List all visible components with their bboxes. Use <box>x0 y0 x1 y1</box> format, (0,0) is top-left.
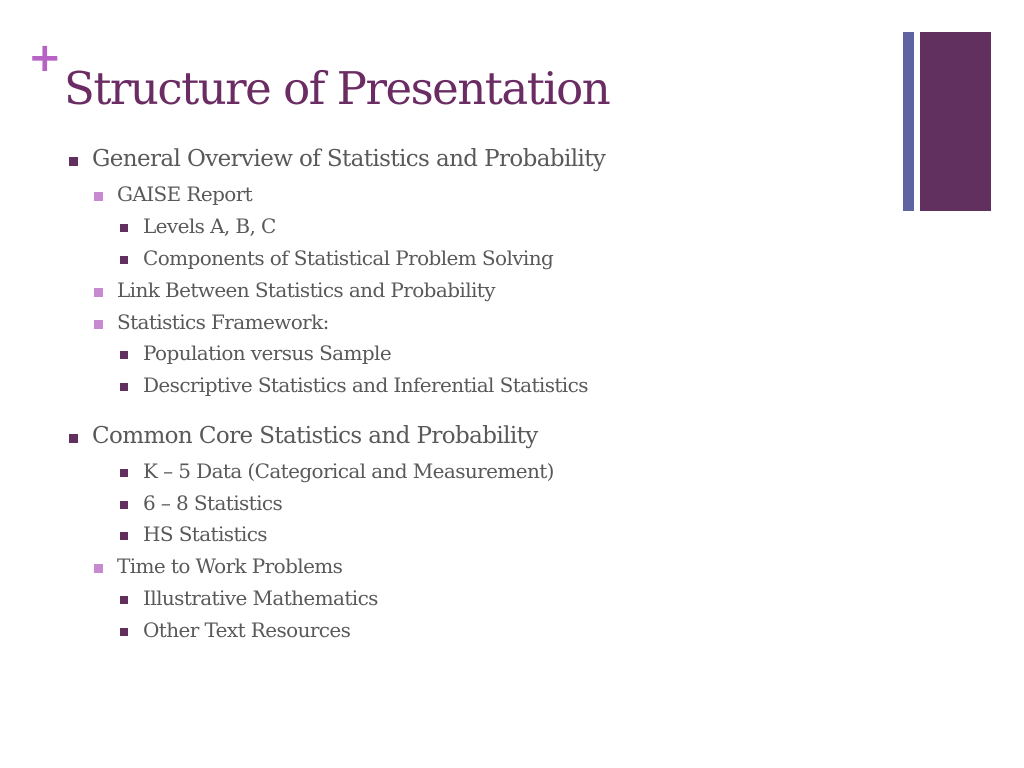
list-item-text: Descriptive Statistics and Inferential Statistics <box>143 373 588 397</box>
list-item-text: Population versus Sample <box>143 341 392 365</box>
list-item <box>143 214 276 238</box>
square-bullet-icon <box>120 501 128 509</box>
list-item-text: Other Text Resources <box>143 618 351 642</box>
square-bullet-icon <box>120 383 128 391</box>
square-bullet-icon <box>94 320 103 329</box>
square-bullet-icon <box>94 564 103 573</box>
list-item <box>117 278 495 302</box>
list-item-text: Levels A, B, C <box>143 214 276 238</box>
list-item <box>143 373 588 397</box>
square-bullet-icon <box>120 351 128 359</box>
list-item <box>92 146 605 172</box>
square-bullet-icon <box>69 434 78 443</box>
square-bullet-icon <box>120 628 128 636</box>
square-bullet-icon <box>120 532 128 540</box>
list-item-text: Statistics Framework: <box>117 310 329 334</box>
list-item <box>143 522 267 546</box>
list-item <box>117 554 342 578</box>
square-bullet-icon <box>120 224 128 232</box>
square-bullet-icon <box>120 469 128 477</box>
list-item <box>143 341 391 365</box>
list-item <box>143 491 282 515</box>
list-item <box>117 310 329 334</box>
list-item <box>143 618 350 642</box>
list-item <box>117 182 252 206</box>
list-item-text: Illustrative Mathematics <box>143 586 378 610</box>
list-item-text: Link Between Statistics and Probability <box>117 278 495 302</box>
square-bullet-icon <box>94 192 103 201</box>
list-item <box>143 459 554 483</box>
list-item-text: General Overview of Statistics and Probability <box>92 146 606 172</box>
square-bullet-icon <box>94 288 103 297</box>
list-item-text: K – 5 Data (Categorical and Measurement) <box>143 459 554 483</box>
list-item-text: GAISE Report <box>117 182 253 206</box>
plus-icon: + <box>28 35 62 81</box>
list-item <box>143 586 378 610</box>
list-item-text: HS Statistics <box>143 522 267 546</box>
list-item-text: Time to Work Problems <box>117 554 343 578</box>
square-bullet-icon <box>120 256 128 264</box>
square-bullet-icon <box>69 157 78 166</box>
square-bullet-icon <box>120 596 128 604</box>
list-item <box>143 246 553 270</box>
slide-title: Structure of Presentation <box>64 62 610 115</box>
list-item <box>92 423 538 449</box>
list-item-text: 6 – 8 Statistics <box>143 491 283 515</box>
list-item-text: Components of Statistical Problem Solving <box>143 246 554 270</box>
list-item-text: Common Core Statistics and Probability <box>92 423 538 449</box>
